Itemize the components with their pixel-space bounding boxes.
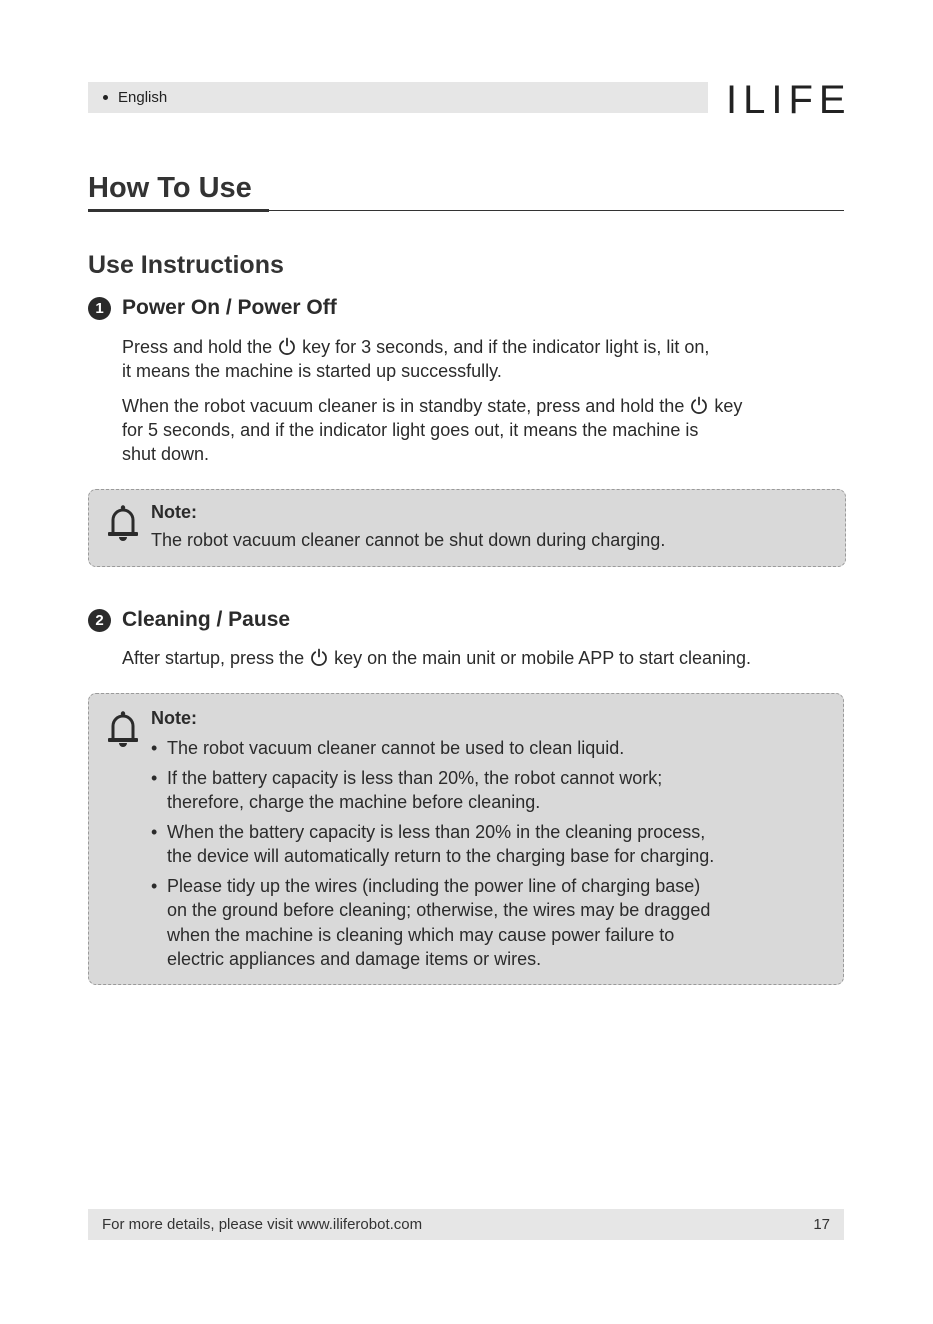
step-1-paragraph-1 <box>122 335 842 383</box>
section-subtitle: Use Instructions <box>88 251 284 279</box>
text: • When the battery capacity is less than 20% in the cleaning process, <box>167 821 706 842</box>
step-1-paragraph-2 <box>122 394 852 466</box>
step-number: 2 <box>88 609 111 632</box>
text: When the robot vacuum cleaner is in standby state, press and hold the <box>122 396 685 416</box>
bell-icon <box>106 710 140 750</box>
list-item <box>151 766 841 815</box>
brand-logo: ILIFE <box>726 78 852 122</box>
step-1-heading <box>88 296 337 320</box>
step-title: Cleaning / Pause <box>122 608 291 631</box>
text: therefore, charge the machine before cleaning. <box>167 792 541 812</box>
power-icon <box>689 395 709 415</box>
footer-text: For more details, please visit www.iliferobot.com <box>102 1216 423 1233</box>
note-box-2 <box>88 693 844 985</box>
power-icon <box>277 336 297 356</box>
text: the device will automatically return to the charging base for charging. <box>167 846 715 866</box>
language-bar <box>88 82 708 113</box>
page-number: 17 <box>813 1216 830 1233</box>
text: electric appliances and damage items or wires. <box>167 949 542 969</box>
step-2-heading <box>88 608 290 632</box>
step-2-paragraph-1 <box>122 646 862 670</box>
bell-icon <box>106 504 140 544</box>
text: • If the battery capacity is less than 20%, the robot cannot work; <box>167 767 663 788</box>
step-title: Power On / Power Off <box>122 296 337 319</box>
list-item <box>151 736 841 761</box>
note-text: The robot vacuum cleaner cannot be shut down during charging. <box>151 530 666 550</box>
text: • Please tidy up the wires (including the power line of charging base) <box>167 875 701 896</box>
text: when the machine is cleaning which may cause power failure to <box>167 924 675 945</box>
title-underline <box>88 209 269 212</box>
note-title: Note: <box>151 708 197 728</box>
text: for 5 seconds, and if the indicator light goes out, it means the machine is <box>122 420 699 440</box>
footer-bar <box>88 1209 844 1240</box>
text: it means the machine is started up successfully. <box>122 361 502 381</box>
text: • The robot vacuum cleaner cannot be used to clean liquid. <box>167 738 625 758</box>
page-title: How To Use <box>88 172 252 204</box>
bullet <box>103 95 108 100</box>
text: shut down. <box>122 444 210 464</box>
step-number: 1 <box>88 297 111 320</box>
power-icon <box>309 647 329 667</box>
text: key <box>714 396 743 416</box>
text: on the ground before cleaning; otherwise, the wires may be dragged <box>167 900 711 920</box>
text: key on the main unit or mobile APP to start cleaning. <box>334 648 752 668</box>
text: Press and hold the <box>122 337 273 357</box>
language-label: English <box>118 89 168 106</box>
text: key for 3 seconds, and if the indicator light is, lit on, <box>302 337 710 357</box>
text: After startup, press the <box>122 648 305 668</box>
note-list <box>151 736 841 977</box>
list-item <box>151 874 841 972</box>
note-box-1 <box>88 489 846 567</box>
list-item <box>151 820 841 869</box>
note-title: Note: <box>151 502 197 522</box>
